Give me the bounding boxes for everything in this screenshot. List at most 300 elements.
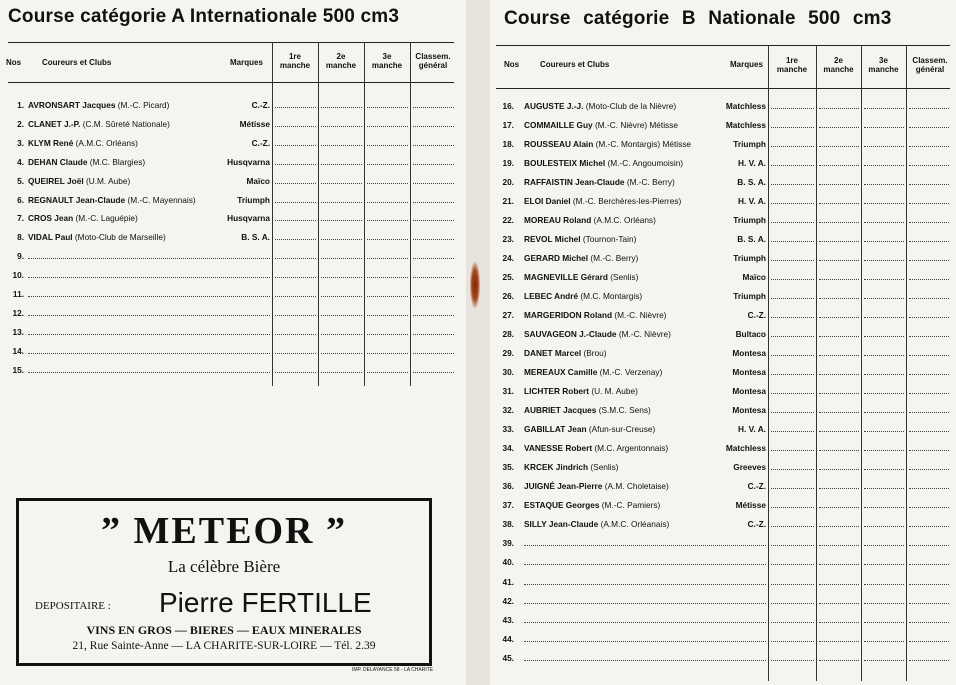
result-dotted-line — [771, 603, 814, 604]
result-dotted-line — [413, 164, 454, 165]
entry-number: 19. — [502, 158, 514, 169]
result-dotted-line — [275, 202, 316, 203]
club-name: (Senlis) — [610, 272, 639, 283]
rider-and-club — [524, 348, 607, 358]
table-row — [0, 228, 466, 246]
result-dotted-line — [367, 202, 408, 203]
result-dotted-line — [275, 183, 316, 184]
brand-name: Montesa — [732, 348, 766, 359]
result-dotted-line — [771, 165, 814, 166]
rider-and-club — [524, 215, 656, 225]
entry-number: 10. — [12, 270, 24, 281]
result-dotted-line — [909, 641, 949, 642]
table-row — [490, 173, 956, 191]
table-row — [490, 573, 956, 591]
header-gen-bottom: général — [418, 61, 448, 70]
rider-and-club — [524, 196, 681, 206]
result-dotted-line — [819, 564, 859, 565]
result-dotted-line — [771, 393, 814, 394]
rider-and-club — [524, 386, 638, 396]
table-row — [490, 592, 956, 610]
result-dotted-line — [771, 526, 814, 527]
rider-and-club — [524, 272, 638, 282]
brand-name: B. S. A. — [241, 232, 270, 243]
header-m1-bottom: manche — [279, 61, 311, 70]
result-dotted-line — [819, 412, 859, 413]
club-name: (M.-C. Montargis) Métisse — [595, 139, 692, 150]
rider-and-club — [524, 101, 676, 111]
result-dotted-line — [909, 165, 949, 166]
entry-number: 2. — [17, 118, 24, 129]
brand-name: H. V. A. — [738, 158, 766, 169]
entry-number: 43. — [502, 614, 514, 625]
result-dotted-line — [771, 260, 814, 261]
result-dotted-line — [864, 526, 904, 527]
blank-entry-line — [28, 353, 270, 354]
result-dotted-line — [367, 107, 408, 108]
brand-name: Montesa — [732, 405, 766, 416]
result-dotted-line — [909, 184, 949, 185]
rider-and-club — [28, 119, 170, 129]
ad-title: ” METEOR ” — [101, 510, 347, 552]
rider-name: SAUVAGEON J.-Claude — [524, 329, 617, 340]
result-dotted-line — [909, 526, 949, 527]
result-dotted-line — [771, 660, 814, 661]
result-dotted-line — [367, 164, 408, 165]
brand-name: Montesa — [732, 386, 766, 397]
table-row — [490, 420, 956, 438]
rider-name: KLYM René — [28, 137, 74, 148]
club-name: (M.-C. Berchères-les-Pierres) — [572, 196, 682, 207]
result-dotted-line — [367, 277, 408, 278]
result-dotted-line — [864, 564, 904, 565]
left-page — [0, 0, 466, 685]
rider-name: MARGERIDON Roland — [524, 310, 613, 321]
meteor-advertisement — [16, 498, 432, 666]
header-m1-top: 1re — [785, 56, 798, 65]
brand-name: B. S. A. — [737, 177, 766, 188]
result-dotted-line — [864, 241, 904, 242]
rider-and-club — [28, 138, 138, 148]
result-dotted-line — [909, 488, 949, 489]
rider-name: SILLY Jean-Claude — [524, 519, 599, 530]
result-dotted-line — [819, 526, 859, 527]
rider-and-club — [524, 519, 669, 529]
result-dotted-line — [864, 260, 904, 261]
club-name: (Moto-Club de Marseille) — [74, 232, 166, 243]
blank-entry-line — [524, 603, 766, 604]
table-row — [0, 115, 466, 133]
result-dotted-line — [819, 450, 859, 451]
table-row — [490, 553, 956, 571]
result-dotted-line — [413, 277, 454, 278]
entry-number: 22. — [502, 215, 514, 226]
result-dotted-line — [367, 145, 408, 146]
table-row — [490, 135, 956, 153]
result-dotted-line — [819, 298, 859, 299]
table-row — [0, 209, 466, 227]
rider-name: AUGUSTE J.-J. — [524, 101, 584, 111]
entry-number: 21. — [502, 196, 514, 207]
brand-name: Montesa — [732, 367, 766, 378]
result-dotted-line — [367, 220, 408, 221]
result-dotted-line — [771, 355, 814, 356]
result-dotted-line — [413, 126, 454, 127]
result-dotted-line — [321, 202, 362, 203]
ad-address: 21, Rue Sainte-Anne — LA CHARITE-SUR-LOIRE — Tél. 2.39 — [72, 640, 376, 652]
result-dotted-line — [864, 603, 904, 604]
table-row — [490, 477, 956, 495]
rider-name: AVRONSART Jacques — [28, 100, 116, 110]
entry-number: 20. — [502, 177, 514, 188]
rider-and-club — [524, 139, 691, 149]
result-dotted-line — [413, 334, 454, 335]
result-dotted-line — [321, 334, 362, 335]
result-dotted-line — [819, 507, 859, 508]
result-dotted-line — [909, 222, 949, 223]
club-name: (Afun-sur-Creuse) — [588, 424, 656, 435]
result-dotted-line — [321, 353, 362, 354]
header-m3-bottom: manche — [868, 65, 899, 74]
brand-name: H. V. A. — [738, 424, 766, 435]
result-dotted-line — [413, 220, 454, 221]
result-dotted-line — [771, 336, 814, 337]
result-dotted-line — [864, 660, 904, 661]
table-row — [490, 230, 956, 248]
result-dotted-line — [864, 641, 904, 642]
rider-and-club — [28, 100, 169, 110]
entry-number: 1. — [17, 100, 24, 110]
entry-number: 27. — [502, 310, 514, 321]
entry-number: 16. — [502, 101, 514, 111]
rider-and-club — [524, 177, 675, 187]
rider-and-club — [524, 234, 636, 244]
entry-number: 44. — [502, 633, 514, 644]
result-dotted-line — [864, 317, 904, 318]
result-dotted-line — [909, 660, 949, 661]
table-row — [0, 304, 466, 322]
result-dotted-line — [321, 277, 362, 278]
rider-name: CROS Jean — [28, 213, 74, 224]
header-general — [906, 56, 954, 74]
result-dotted-line — [864, 127, 904, 128]
header-gen-top: Classem. — [415, 52, 451, 61]
result-dotted-line — [864, 222, 904, 223]
brand-name: Métisse — [239, 118, 270, 129]
entry-number: 26. — [502, 291, 514, 302]
result-dotted-line — [321, 220, 362, 221]
result-dotted-line — [864, 279, 904, 280]
result-dotted-line — [864, 412, 904, 413]
result-dotted-line — [771, 184, 814, 185]
ad-products: VINS EN GROS — BIERES — EAUX MINERALES — [86, 623, 362, 637]
result-dotted-line — [771, 317, 814, 318]
header-manche-3 — [861, 56, 906, 74]
right-page-title: Course catégorie B Nationale 500 cm3 — [504, 8, 892, 29]
result-dotted-line — [819, 222, 859, 223]
rider-name: DEHAN Claude — [28, 156, 88, 167]
entry-number: 23. — [502, 234, 514, 245]
club-name: (M.-C. Nièvre) — [618, 329, 671, 340]
result-dotted-line — [909, 584, 949, 585]
club-name: (A.M. Choletaise) — [604, 481, 669, 492]
result-dotted-line — [275, 277, 316, 278]
result-dotted-line — [819, 355, 859, 356]
club-name: (M.C. Montargis) — [580, 291, 643, 302]
brand-name: C.-Z. — [747, 310, 766, 321]
rider-name: AUBRIET Jacques — [524, 405, 597, 416]
club-name: (M.-C. Laguépie) — [75, 213, 138, 224]
club-name: (U. M. Aube) — [591, 386, 638, 397]
result-dotted-line — [864, 165, 904, 166]
blank-entry-line — [28, 315, 270, 316]
table-row — [0, 361, 466, 379]
result-dotted-line — [275, 258, 316, 259]
header-m1-bottom: manche — [776, 65, 808, 74]
result-dotted-line — [321, 107, 362, 108]
result-dotted-line — [275, 107, 316, 108]
brand-name: Maïco — [246, 175, 270, 186]
result-dotted-line — [909, 450, 949, 451]
table-row — [490, 630, 956, 648]
result-dotted-line — [367, 372, 408, 373]
blank-entry-line — [524, 660, 766, 661]
result-dotted-line — [275, 315, 316, 316]
result-dotted-line — [771, 469, 814, 470]
club-name: (Moto-Club de la Nièvre) — [585, 101, 677, 111]
club-name: (A.M.C. Orléans) — [593, 215, 656, 226]
rider-name: CLANET J.-P. — [28, 118, 81, 129]
table-row — [0, 323, 466, 341]
rider-and-club — [524, 329, 671, 339]
table-row — [0, 191, 466, 209]
rider-and-club — [524, 405, 651, 415]
result-dotted-line — [864, 374, 904, 375]
rider-and-club — [524, 424, 655, 434]
result-dotted-line — [321, 372, 362, 373]
result-dotted-line — [275, 145, 316, 146]
result-dotted-line — [275, 220, 316, 221]
table-row — [0, 266, 466, 284]
header-m2-top: 2e — [834, 56, 843, 65]
result-dotted-line — [275, 372, 316, 373]
entry-number: 13. — [12, 326, 24, 337]
club-name: (M.-C. Picard) — [117, 100, 170, 110]
rider-and-club — [28, 213, 138, 223]
rider-and-club — [28, 195, 196, 205]
club-name: (A.M.C. Orléanais) — [600, 519, 670, 530]
blank-entry-line — [524, 622, 766, 623]
result-dotted-line — [413, 183, 454, 184]
result-dotted-line — [819, 488, 859, 489]
blank-entry-line — [524, 584, 766, 585]
binding-stain — [470, 262, 480, 308]
table-row — [490, 363, 956, 381]
result-dotted-line — [909, 545, 949, 546]
result-dotted-line — [819, 660, 859, 661]
entry-number: 31. — [502, 386, 514, 397]
result-dotted-line — [864, 108, 904, 109]
club-name: (U.M. Aube) — [85, 175, 131, 186]
result-dotted-line — [909, 564, 949, 565]
rider-and-club — [524, 462, 619, 472]
table-row — [490, 192, 956, 210]
rider-name: VANESSE Robert — [524, 443, 593, 454]
result-dotted-line — [819, 108, 859, 109]
result-dotted-line — [909, 431, 949, 432]
result-dotted-line — [909, 622, 949, 623]
club-name: (M.-C. Nièvre) Métisse — [595, 120, 678, 131]
entry-number: 3. — [17, 137, 24, 148]
result-dotted-line — [771, 488, 814, 489]
club-name: (M.-C. Berry) — [590, 253, 639, 264]
result-dotted-line — [413, 145, 454, 146]
result-dotted-line — [819, 241, 859, 242]
brand-name: Triumph — [733, 291, 766, 302]
entry-number: 18. — [502, 139, 514, 150]
result-dotted-line — [909, 298, 949, 299]
page-gutter — [466, 0, 490, 685]
right-page — [490, 0, 956, 685]
entry-number: 17. — [502, 120, 514, 131]
header-general — [410, 52, 456, 70]
rider-and-club — [524, 310, 666, 320]
result-dotted-line — [771, 641, 814, 642]
result-dotted-line — [367, 126, 408, 127]
header-manche-2 — [318, 52, 364, 70]
result-dotted-line — [819, 431, 859, 432]
table-row — [0, 172, 466, 190]
entry-number: 29. — [502, 348, 514, 359]
rider-name: QUEIREL Joël — [28, 175, 84, 186]
club-name: (M.-C. Mayennais) — [127, 194, 196, 205]
result-dotted-line — [819, 469, 859, 470]
header-m2-bottom: manche — [823, 65, 854, 74]
rider-name: ROUSSEAU Alain — [524, 139, 594, 150]
rider-name: MEREAUX Camille — [524, 367, 598, 378]
result-dotted-line — [413, 239, 454, 240]
blank-entry-line — [28, 258, 270, 259]
entry-number: 35. — [502, 462, 514, 473]
entry-number: 38. — [502, 519, 514, 530]
brand-name: Maïco — [742, 272, 766, 283]
result-dotted-line — [819, 184, 859, 185]
rider-and-club — [28, 157, 145, 167]
club-name: (M.-C. Berry) — [626, 177, 675, 188]
entry-number: 15. — [12, 364, 24, 375]
brand-name: Husqvarna — [227, 213, 270, 224]
result-dotted-line — [367, 183, 408, 184]
club-name: (M.C. Argentonnais) — [594, 443, 669, 454]
header-m3-top: 3e — [382, 52, 392, 61]
result-dotted-line — [864, 336, 904, 337]
table-row — [490, 287, 956, 305]
club-name: (Tournon-Tain) — [582, 234, 637, 245]
entry-number: 32. — [502, 405, 514, 416]
result-dotted-line — [864, 488, 904, 489]
rider-name: MAGNEVILLE Gérard — [524, 272, 608, 283]
result-dotted-line — [275, 353, 316, 354]
rider-and-club — [524, 500, 660, 510]
rider-and-club — [524, 158, 683, 168]
ad-depositaire-label: DEPOSITAIRE : — [35, 600, 111, 612]
result-dotted-line — [819, 146, 859, 147]
rider-and-club — [524, 443, 668, 453]
brand-name: C.-Z. — [747, 481, 766, 492]
result-dotted-line — [864, 184, 904, 185]
table-row — [490, 116, 956, 134]
result-dotted-line — [771, 146, 814, 147]
table-row — [0, 153, 466, 171]
rider-and-club — [28, 232, 166, 242]
header-num: Nos — [504, 60, 520, 69]
result-dotted-line — [275, 239, 316, 240]
entry-number: 9. — [17, 251, 24, 262]
rider-name: REVOL Michel — [524, 234, 581, 245]
header-gen-top: Classem. — [912, 56, 948, 65]
result-dotted-line — [819, 641, 859, 642]
brand-name: B. S. A. — [737, 234, 766, 245]
result-dotted-line — [819, 279, 859, 280]
table-row — [490, 211, 956, 229]
result-dotted-line — [771, 374, 814, 375]
result-dotted-line — [819, 545, 859, 546]
brand-name: C.-Z. — [251, 137, 270, 148]
blank-entry-line — [28, 334, 270, 335]
entry-number: 36. — [502, 481, 514, 492]
result-dotted-line — [864, 507, 904, 508]
result-dotted-line — [909, 469, 949, 470]
result-dotted-line — [819, 165, 859, 166]
club-name: (M.-C. Angoumoisin) — [607, 158, 684, 169]
table-row — [490, 649, 956, 667]
header-riders: Coureurs et Clubs — [42, 58, 112, 67]
result-dotted-line — [909, 108, 949, 109]
result-dotted-line — [413, 315, 454, 316]
result-dotted-line — [909, 260, 949, 261]
result-dotted-line — [909, 603, 949, 604]
brand-name: Triumph — [733, 215, 766, 226]
result-dotted-line — [275, 296, 316, 297]
entry-number: 24. — [502, 253, 514, 264]
blank-entry-line — [28, 372, 270, 373]
rider-name: KRCEK Jindrich — [524, 462, 589, 473]
blank-entry-line — [524, 545, 766, 546]
header-manche-3 — [364, 52, 410, 70]
table-row — [490, 249, 956, 267]
brand-name: Matchless — [725, 120, 766, 131]
printer-credit: IMP. DELAYANCE 58 - LA CHARITE — [352, 667, 434, 673]
result-dotted-line — [864, 450, 904, 451]
result-dotted-line — [864, 469, 904, 470]
result-dotted-line — [771, 127, 814, 128]
table-row — [490, 382, 956, 400]
table-row — [0, 247, 466, 265]
header-m2-bottom: manche — [325, 61, 357, 70]
result-dotted-line — [771, 412, 814, 413]
table-row — [490, 268, 956, 286]
entry-number: 40. — [502, 557, 514, 568]
rider-and-club — [524, 367, 662, 377]
blank-entry-line — [524, 564, 766, 565]
result-dotted-line — [771, 279, 814, 280]
club-name: (S.M.C. Sens) — [598, 405, 651, 416]
result-dotted-line — [321, 145, 362, 146]
club-name: (M.C. Blargies) — [89, 156, 146, 167]
club-name: (Brou) — [583, 348, 607, 359]
header-num: Nos — [6, 58, 22, 67]
result-dotted-line — [367, 296, 408, 297]
